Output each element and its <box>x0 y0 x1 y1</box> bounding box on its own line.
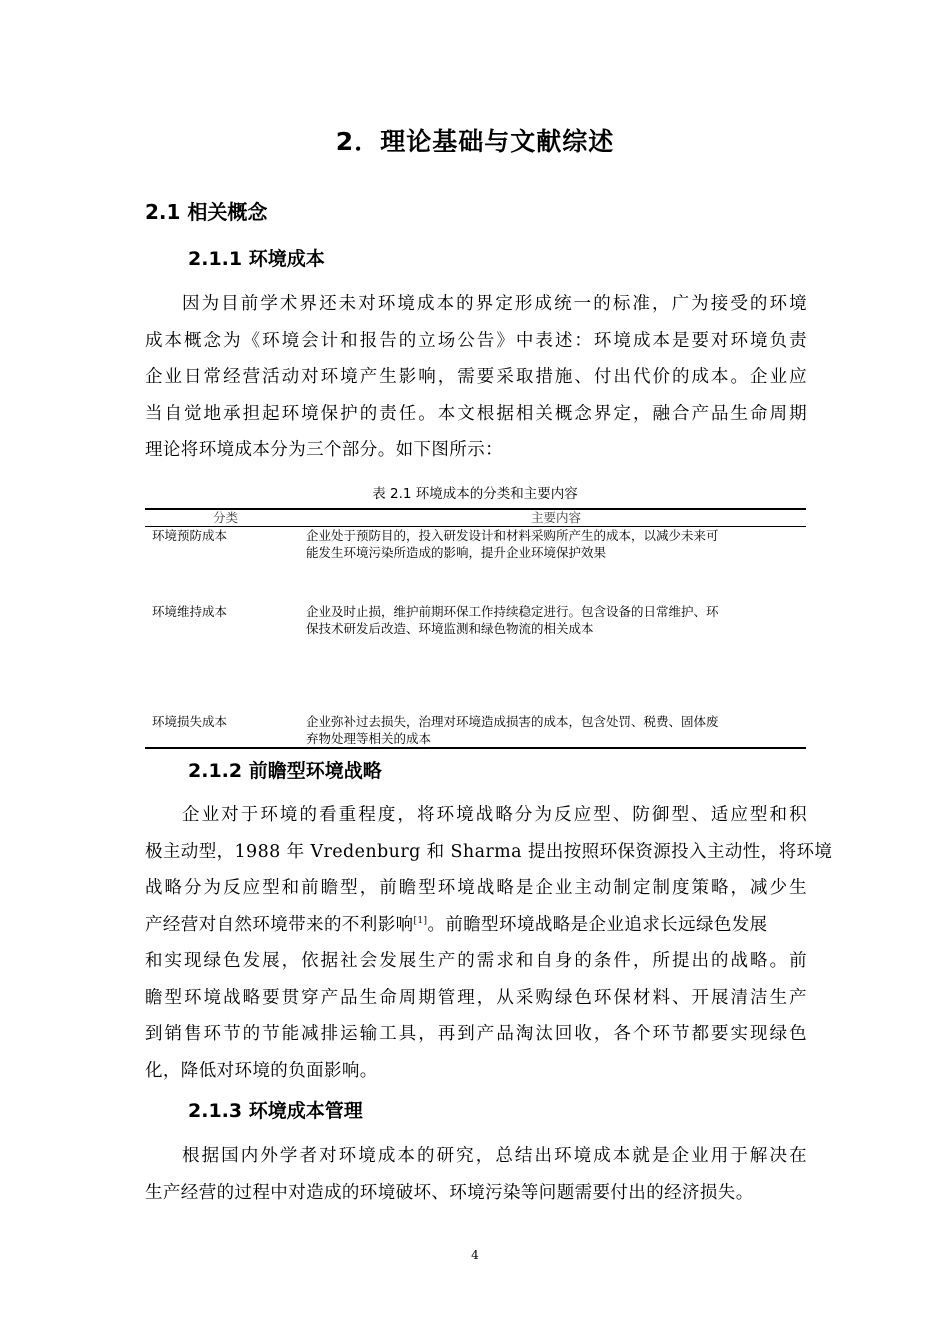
table-cell-content <box>306 713 806 747</box>
table-row <box>145 603 806 713</box>
chapter-title: 2．理论基础与文献综述 <box>335 127 615 156</box>
paragraph-line: 生产经营的过程中对造成的环境破坏、环境污染等问题需要付出的经济损失。 <box>145 1182 754 1203</box>
table-cell-content <box>306 603 806 713</box>
table-cell-category: 环境预防成本 <box>152 528 228 543</box>
paragraph-line: 和实现绿色发展，依据社会发展生产的需求和自身的条件，所提出的战略。前 <box>145 951 807 971</box>
paragraph-line: 根据国内外学者对环境成本的研究，总结出环境成本就是企业用于解决在 <box>182 1146 807 1166</box>
section-heading-2-1-2: 2.1.2 前瞻型环境战略 <box>188 760 382 782</box>
environmental-cost-table <box>145 508 806 749</box>
table-cell-line: 企业弥补过去损失，治理对环境造成损害的成本，包含处罚、税费、固体废 <box>306 714 719 729</box>
paragraph-line: 当自觉地承担起环境保护的责任。本文根据相关概念界定，融合产品生命周期 <box>145 403 807 424</box>
paragraph-proactive-strategy <box>145 797 833 1089</box>
table-cell-line: 企业及时止损，维护前期环保工作持续稳定进行。包含设备的日常维护、环 <box>306 604 719 619</box>
table-cell-line: 保技术研发后改造、环境监测和绿色物流的相关成本 <box>306 621 594 636</box>
citation-ref: [1] <box>413 915 428 926</box>
paragraph-line: 成本概念为《环境会计和报告的立场公告》中表述：环境成本是要对环境负责 <box>145 330 807 351</box>
paragraph-line <box>145 907 807 944</box>
table-cell-line: 企业处于预防目的，投入研发设计和材料采购所产生的成本，以减少未来可 <box>306 528 719 543</box>
paragraph-line: 战略分为反应型和前瞻型，前瞻型环境战略是企业主动制定制度策略，减少生 <box>145 878 807 898</box>
table-cell-line: 弃物处理等相关的成本 <box>306 731 432 746</box>
paragraph-text: 产经营对自然环境带来的不利影响 <box>145 914 414 935</box>
table-header-category: 分类 <box>212 510 238 525</box>
table-row <box>145 713 806 747</box>
paragraph-cost-management <box>145 1138 807 1211</box>
table-cell-category: 环境损失成本 <box>152 714 228 729</box>
table-cell-category: 环境维持成本 <box>152 604 228 619</box>
table-bottom-rule <box>145 747 806 749</box>
section-heading-2-1-3: 2.1.3 环境成本管理 <box>188 1100 363 1122</box>
section-heading-2-1-1: 2.1.1 环境成本 <box>188 248 325 270</box>
table-cell-line: 能发生环境污染所造成的影响，提升企业环境保护效果 <box>306 545 607 560</box>
paragraph-line: 因为目前学术界还未对环境成本的界定形成统一的标准，广为接受的环境 <box>182 294 807 314</box>
paragraph-line: 瞻型环境战略要贯穿产品生命周期管理，从采购绿色环保材料、开展清洁生产 <box>145 987 807 1008</box>
paragraph-line: 化，降低对环境的负面影响。 <box>145 1060 378 1081</box>
page-number: 4 <box>471 1248 479 1262</box>
section-heading-2-1: 2.1 相关概念 <box>145 200 268 224</box>
paragraph-line: 企业日常经营活动对环境产生影响，需要采取措施、付出代价的成本。企业应 <box>145 367 807 387</box>
paragraph-text: 。前瞻型环境战略是企业追求长远绿色发展 <box>427 914 768 935</box>
table-cell-content <box>306 527 806 603</box>
paragraph-line: 理论将环境成本分为三个部分。如下图所示： <box>145 440 503 460</box>
paragraph-line: 极主动型，1988 年 Vredenburg 和 Sharma 提出按照环保资源投入主动性，将环境 <box>145 841 833 862</box>
paragraph-line: 到销售环节的节能减排运输工具，再到产品淘汰回收，各个环节都要实现绿色 <box>145 1024 807 1044</box>
table-header-row <box>145 510 806 526</box>
table-caption: 表 2.1 环境成本的分类和主要内容 <box>372 486 578 502</box>
table-row <box>145 527 806 603</box>
table-header-content: 主要内容 <box>530 510 581 525</box>
paragraph-environmental-cost <box>145 286 807 469</box>
paragraph-line: 企业对于环境的看重程度，将环境战略分为反应型、防御型、适应型和积 <box>182 805 807 825</box>
